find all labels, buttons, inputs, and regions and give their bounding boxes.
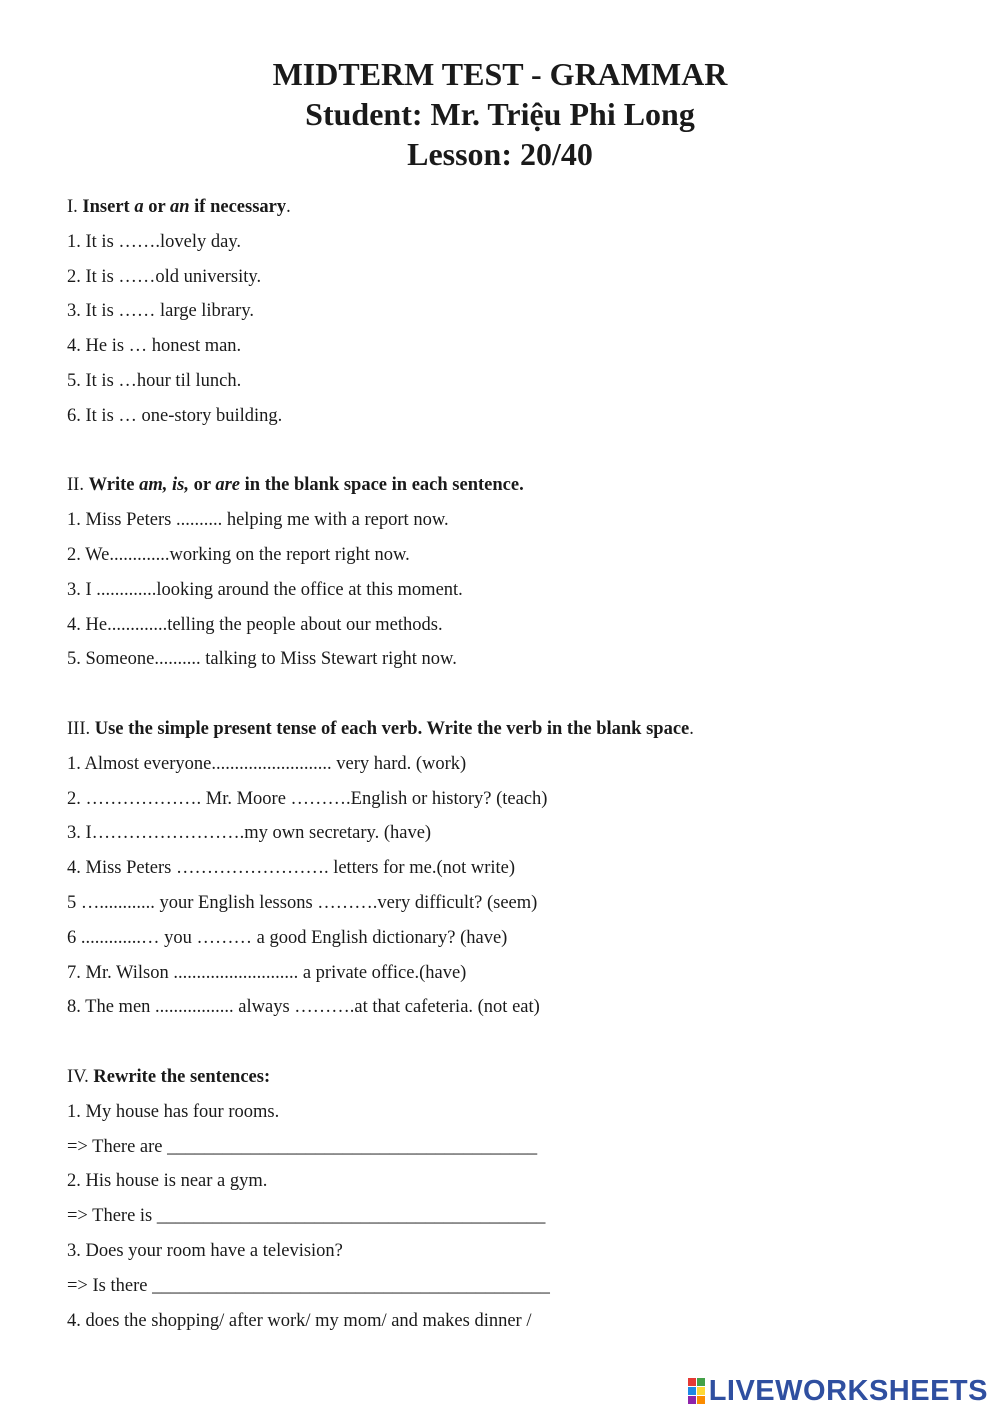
answer-line: => There are ________________________________________ (67, 1136, 538, 1157)
section-1-heading (67, 190, 947, 225)
heading-tail: . (286, 197, 291, 217)
section-number: II. (67, 475, 89, 496)
exercise-item: 3. It is …… large library. (67, 301, 255, 322)
heading-text: or (188, 475, 216, 496)
exercise-item: 4. He.............telling the people about our methods. (67, 614, 443, 635)
heading-text: Use the simple present tense of each verb. Write the verb in the blank space (94, 718, 690, 739)
heading-tail: . (689, 718, 694, 739)
heading-emphasis: a (134, 197, 144, 217)
page-title: MIDTERM TEST - GRAMMAR (272, 56, 728, 92)
section-number: IV. (67, 1066, 94, 1087)
worksheet-content (67, 190, 947, 1338)
exercise-item: 1. My house has four rooms. (67, 1101, 280, 1122)
spacer (67, 434, 947, 469)
logo-block (697, 1387, 705, 1395)
logo-blocks-icon (688, 1378, 705, 1404)
heading-text: Write (88, 475, 140, 496)
exercise-item: 6. It is … one-story building. (67, 405, 283, 426)
logo-block (688, 1396, 696, 1404)
answer-line: => There is __________________________________________ (67, 1206, 546, 1227)
exercise-item: 1. Miss Peters .......... helping me with a report now. (67, 510, 449, 531)
exercise-item: 3. I .............looking around the office at this moment. (67, 579, 463, 600)
lesson-number: Lesson: 20/40 (407, 136, 593, 172)
exercise-item: 6 .............… you ……… a good English dictionary? (have) (67, 927, 508, 948)
answer-line: => Is there ___________________________________________ (67, 1275, 550, 1296)
heading-emphasis: am, is, (139, 475, 189, 496)
exercise-item: 8. The men ................. always ……….at that cafeteria. (not eat) (67, 997, 540, 1018)
liveworksheets-logo (688, 1376, 988, 1406)
heading-text: Insert (82, 197, 135, 217)
exercise-item: 4. He is … honest man. (67, 336, 242, 357)
spacer (67, 1025, 947, 1060)
section-4-heading (67, 1060, 947, 1095)
heading-text: if necessary (189, 197, 287, 217)
logo-block (697, 1378, 705, 1386)
exercise-item: 5 …............ your English lessons ……….very difficult? (seem) (67, 892, 538, 913)
exercise-item: 5. Someone.......... talking to Miss Stewart right now. (67, 649, 457, 670)
exercise-item: 7. Mr. Wilson ........................... a private office.(have) (67, 962, 467, 983)
exercise-item: 3. Does your room have a television? (67, 1240, 343, 1261)
exercise-item: 2. ………………. Mr. Moore ……….English or history? (teach) (67, 788, 548, 809)
heading-text: Rewrite the sentences: (93, 1066, 271, 1087)
heading-emphasis: are (215, 475, 241, 496)
spacer (67, 677, 947, 712)
section-2-heading (67, 468, 947, 503)
section-number: I. (67, 197, 83, 217)
section-3-heading (67, 712, 947, 747)
exercise-item: 5. It is …hour til lunch. (67, 370, 242, 391)
exercise-item: 4. does the shopping/ after work/ my mom/ and makes dinner / (67, 1310, 532, 1331)
student-name: Student: Mr. Triệu Phi Long (305, 96, 695, 132)
logo-block (697, 1396, 705, 1404)
heading-text: in the blank space in each sentence. (240, 475, 524, 496)
logo-block (688, 1387, 696, 1395)
logo-text: LIVEWORKSHEETS (708, 1375, 988, 1407)
exercise-item: 3. I…………………….my own secretary. (have) (67, 823, 432, 844)
exercise-item: 4. Miss Peters ……………………. letters for me.(not write) (67, 858, 516, 879)
exercise-item: 1. It is …….lovely day. (67, 231, 242, 252)
exercise-item: 1. Almost everyone.......................... very hard. (work) (67, 753, 467, 774)
title-block (0, 54, 1000, 174)
exercise-item: 2. We.............working on the report right now. (67, 544, 410, 565)
exercise-item: 2. It is ……old university. (67, 266, 262, 287)
logo-block (688, 1378, 696, 1386)
heading-text: or (143, 197, 170, 217)
heading-emphasis: an (169, 197, 190, 217)
section-number: III. (67, 718, 95, 739)
exercise-item: 2. His house is near a gym. (67, 1171, 268, 1192)
